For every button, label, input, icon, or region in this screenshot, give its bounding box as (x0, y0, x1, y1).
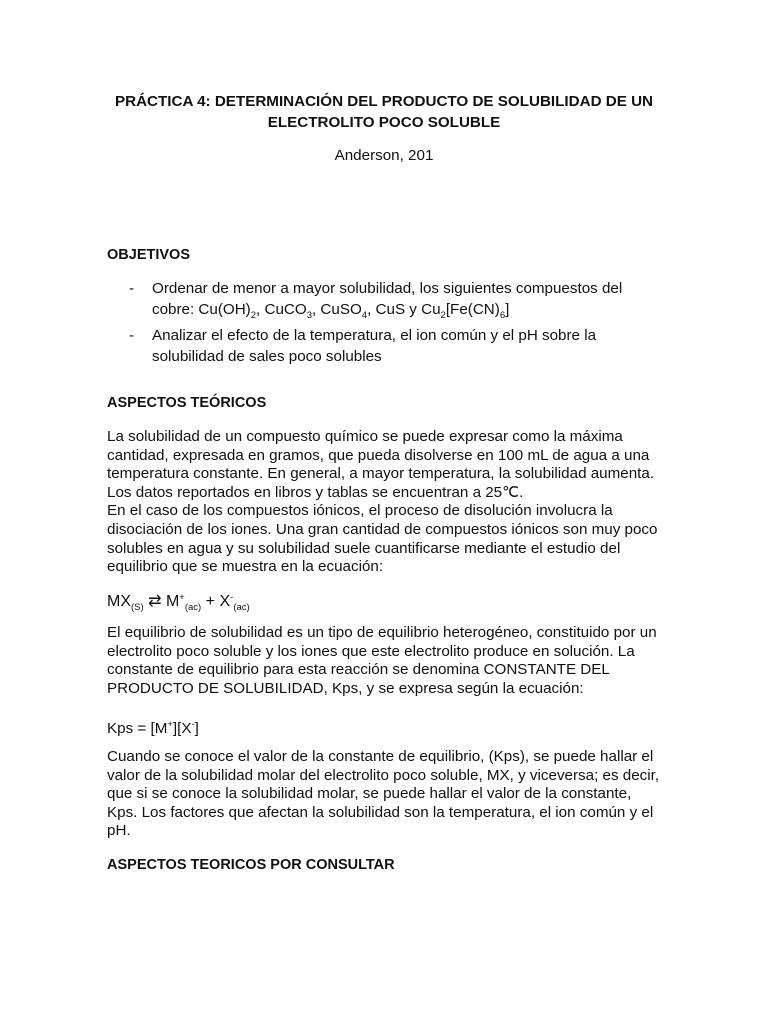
paragraph-line: constante de equilibrio para esta reacción se denomina CONSTANTE DEL (107, 661, 610, 679)
paragraph-equilibrio (107, 624, 661, 698)
paragraph-line: que si se conoce la solubilidad molar, se puede hallar el valor de la constante, (107, 785, 632, 803)
equation-kps: Kps = [M+][X-] (107, 719, 199, 738)
list-dash: - (129, 327, 135, 345)
objetivo-2-line-2: solubilidad de sales poco solubles (152, 347, 382, 365)
document-title (80, 91, 688, 133)
list-item (107, 279, 667, 326)
objetivos-list (107, 279, 667, 367)
paragraph-line: valor de la solubilidad molar del electrolito poco soluble, MX, y viceversa; es decir, (107, 766, 660, 784)
objetivo-2-line-1: Analizar el efecto de la temperatura, el ion común y el pH sobre la (152, 327, 597, 345)
paragraph-line: Los datos reportados en libros y tablas se encuentran a 25℃. (107, 483, 524, 501)
paragraph-line: Cuando se conoce el valor de la constante de equilibrio, (Kps), se puede hallar el (107, 748, 654, 765)
author-line: Anderson, 201 (334, 147, 434, 164)
objetivo-1-line-2: cobre: $Cu(OH)_2$, CuCO$_3$, CuSO$_4$, CuS y $Cu_2[Fe(CN)_6]$ (152, 300, 510, 321)
paragraph-solubilidad (107, 428, 661, 577)
title-line-2: ELECTROLITO POCO SOLUBLE (267, 114, 501, 131)
paragraph-line: electrolito poco soluble y los iones que este electrolito produce en solución. La (107, 642, 635, 660)
list-item (107, 326, 667, 367)
paragraph-line: En el caso de los compuestos iónicos, el proceso de disolución involucra la (107, 502, 613, 520)
equation-equilibrium: $MX_{(S)}$ ⇄ $M^+_{(ac)} + X^-_{(ac)}$ (107, 592, 250, 614)
paragraph-kps (107, 748, 661, 841)
paragraph-line: cantidad, expresada en gramos, que pueda disolverse en 100 mL de agua a una (107, 446, 650, 464)
paragraph-line: solubles en agua y su solubilidad suele cuantificarse mediante el estudio del (107, 539, 621, 557)
list-dash: - (129, 280, 135, 297)
objetivo-1-line-1: Ordenar de menor a mayor solubilidad, los siguientes compuestos del (152, 280, 623, 297)
consultar-heading: ASPECTOS TEORICOS POR CONSULTAR (107, 857, 395, 873)
paragraph-line: PRODUCTO DE SOLUBILIDAD, Kps, y se expresa según la ecuación: (107, 679, 584, 697)
paragraph-line: equilibrio que se muestra en la ecuación: (107, 558, 384, 576)
aspectos-teoricos-heading: ASPECTOS TEÓRICOS (107, 395, 267, 411)
objetivos-heading: OBJETIVOS (107, 247, 190, 263)
paragraph-line: disociación de los iones. Una gran cantidad de compuestos iónicos son muy poco (107, 520, 658, 538)
paragraph-line: pH. (107, 822, 131, 840)
paragraph-line: El equilibrio de solubilidad es un tipo de equilibrio heterogéneo, constituido por un (107, 624, 657, 641)
paragraph-line: La solubilidad de un compuesto químico se puede expresar como la máxima (107, 428, 623, 445)
title-line-1: PRÁCTICA 4: DETERMINACIÓN DEL PRODUCTO DE SOLUBILIDAD DE UN (114, 93, 654, 110)
paragraph-line: Kps. Los factores que afectan la solubilidad son la temperatura, el ion común y el (107, 803, 654, 821)
paragraph-line: temperatura constante. En general, a mayor temperatura, la solubilidad aumenta. (107, 465, 655, 483)
